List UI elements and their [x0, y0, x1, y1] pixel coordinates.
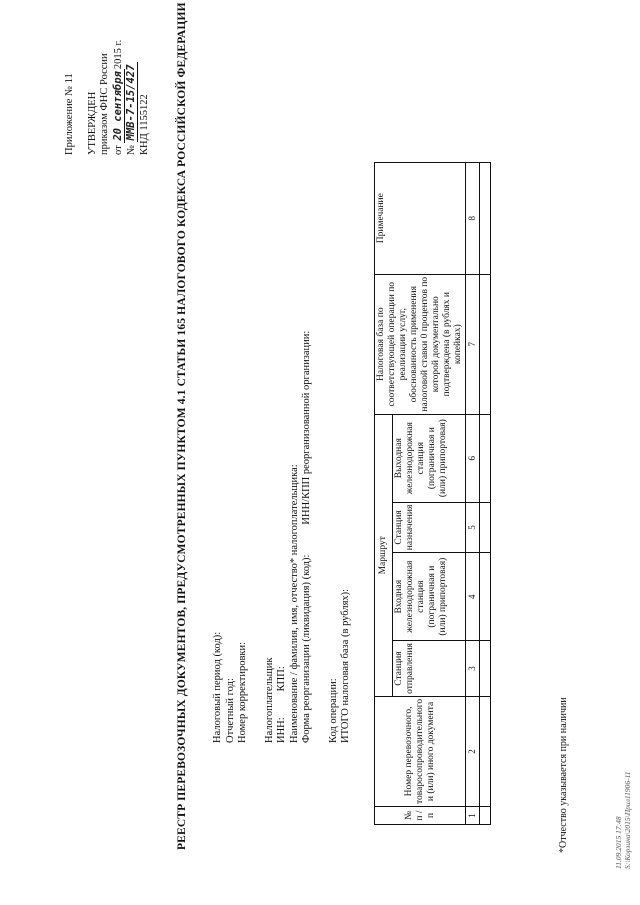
header-fields [212, 331, 353, 743]
table-row [480, 162, 491, 824]
handwritten-order-number: ММВ-7-15/427 [125, 64, 137, 141]
col-note-header: Примечание [375, 162, 466, 274]
table-cell [480, 414, 491, 502]
approval-block [64, 40, 151, 155]
order-by-label: приказом ФНС России [99, 53, 110, 155]
order-date-line: от 20 сентября2015 г. [111, 39, 124, 155]
column-number: 8 [466, 162, 480, 274]
table-cell [480, 807, 491, 825]
column-number: 6 [466, 414, 480, 502]
col-num-header: № п / п [375, 807, 466, 825]
col-destination-header: Станция назначения [392, 502, 465, 553]
order-number-line: № ММВ-7-15/427 [125, 64, 137, 155]
column-number: 1 [466, 807, 480, 825]
operation-code-label: Код операции: [327, 678, 339, 743]
print-stamp-path: S:\Корзина\2015\Прил11906-11 [623, 771, 632, 869]
column-number: 7 [466, 274, 480, 414]
table-header-row [375, 162, 393, 824]
footnote: *Отчество указывается при наличии [558, 697, 569, 853]
reporting-year-label: Отчетный год: [224, 678, 236, 743]
table-cell [480, 641, 491, 697]
approved-label: УТВЕРЖДЕН [86, 91, 98, 155]
table-cell [480, 274, 491, 414]
knd-code: КНД 1155122 [138, 94, 150, 155]
column-number: 2 [466, 696, 480, 806]
col-entry-header: Входная железнодорожная станция (пограничная и (или) припортовая) [392, 553, 465, 641]
taxpayer-name-label: Наименование / фамилия, имя, отчество* налогоплательщика: [288, 464, 300, 743]
print-stamp [614, 771, 632, 869]
inn-kpp-line [276, 331, 289, 743]
column-number: 3 [466, 641, 480, 697]
taxpayer-label: Налогоплательщик [263, 657, 275, 743]
correction-number-label: Номер корректировки: [237, 641, 248, 743]
reorg-line [301, 331, 314, 743]
table-cell [480, 502, 491, 553]
total-tax-base-label: ИТОГО налоговая база (в рублях): [340, 588, 351, 743]
col-route-header: Маршрут [375, 414, 393, 696]
print-stamp-date: 11.09.2015 17:48 [614, 816, 623, 869]
column-number-row [466, 162, 480, 824]
kpp-label: КПП: [276, 666, 287, 692]
handwritten-date: 20 сентября [111, 71, 124, 141]
col-exit-header: Выходная железнодорожная станция (пограничная и (или) припортовая) [392, 414, 465, 502]
reorg-inn-kpp-label: ИНН/КПП реорганизованной организации: [301, 330, 312, 525]
column-number: 5 [466, 502, 480, 553]
reorg-form-label: Форма реорганизации (ликвидация) (код): [301, 554, 312, 743]
registry-table [374, 162, 491, 825]
col-tax-base-header: Налоговая база по соответствующей операции по реализации услуг, обоснованность применения налоговой ставки 0 процентов по которой документально подтверждена (в рублях и копейках) [375, 274, 466, 414]
document-title: РЕЕСТР ПЕРЕВОЗОЧНЫХ ДОКУМЕНТОВ, ПРЕДУСМОТРЕННЫХ ПУНКТОМ 4.1 СТАТЬИ 165 НАЛОГОВОГО КОДЕКСА РОССИЙСКОЙ ФЕДЕРАЦИИ [176, 2, 188, 850]
table-cell [480, 162, 491, 274]
col-departure-header: Станция отправления [392, 641, 465, 697]
inn-label: ИНН: [276, 717, 287, 743]
appendix-title: Приложение № 11 [64, 73, 75, 155]
table-cell [480, 553, 491, 641]
column-number: 4 [466, 553, 480, 641]
table-cell [480, 696, 491, 806]
tax-period-label: Налоговый период (код): [212, 631, 223, 743]
col-doc-number-header: Номер перевозочного, товаросопроводительного и (или) иного документа [375, 696, 466, 806]
